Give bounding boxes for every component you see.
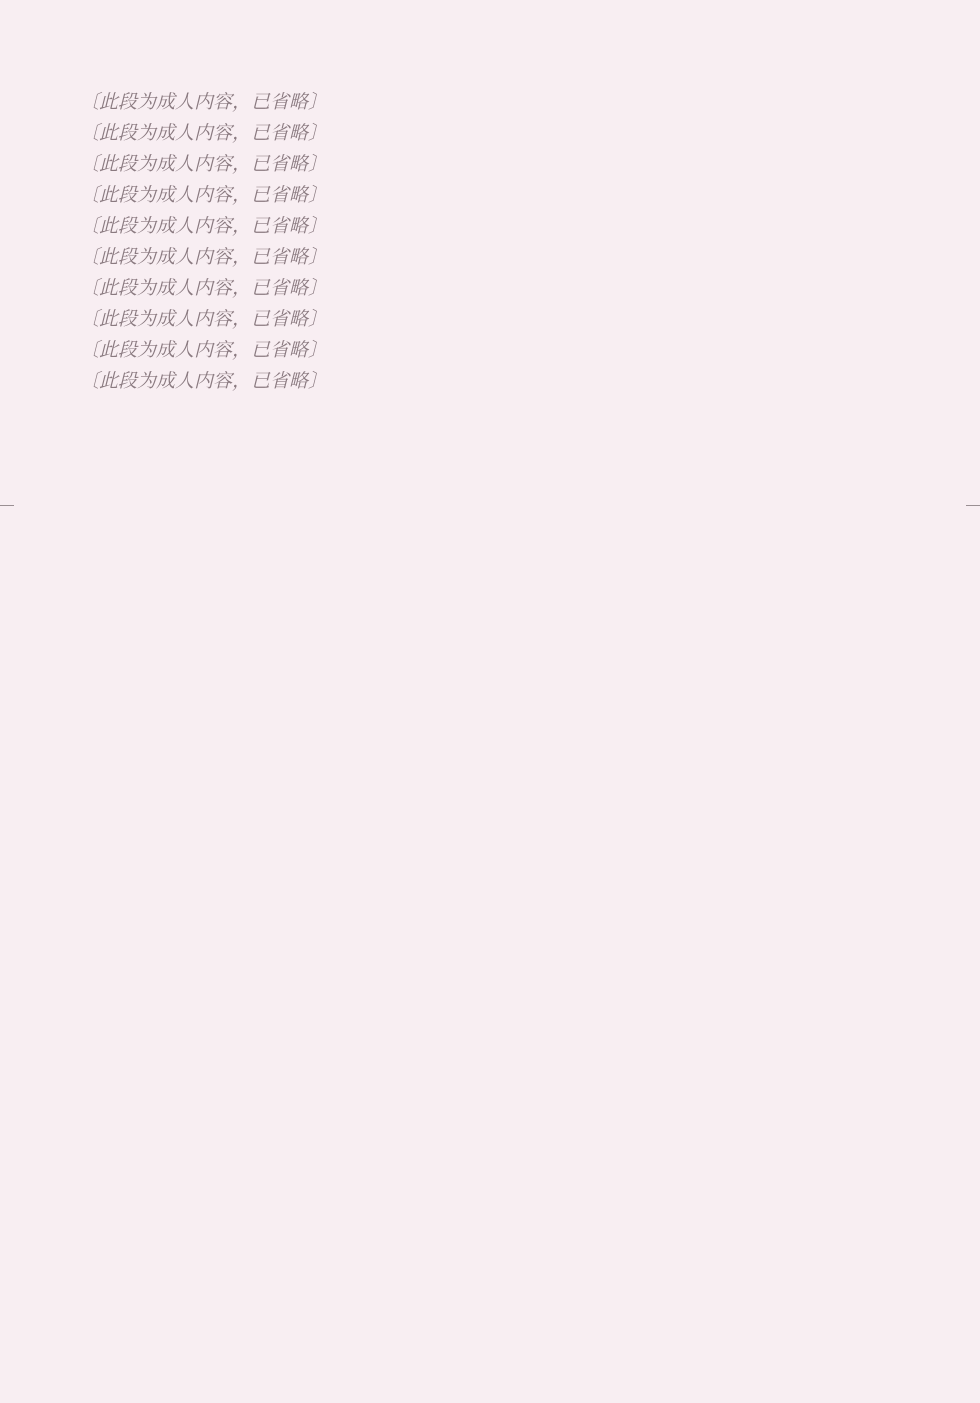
text-paragraph: 〔此段为成人内容，已省略〕 bbox=[80, 278, 328, 299]
page-edge-mark-right bbox=[966, 505, 980, 506]
text-paragraph: 〔此段为成人内容，已省略〕 bbox=[80, 216, 328, 237]
document-page bbox=[42, 88, 938, 398]
text-paragraph: 〔此段为成人内容，已省略〕 bbox=[80, 185, 328, 206]
text-paragraph: 〔此段为成人内容，已省略〕 bbox=[80, 247, 328, 268]
paragraph-container bbox=[42, 88, 938, 396]
page-edge-mark-left bbox=[0, 505, 14, 506]
text-paragraph: 〔此段为成人内容，已省略〕 bbox=[80, 309, 328, 330]
text-paragraph: 〔此段为成人内容，已省略〕 bbox=[80, 123, 328, 144]
text-paragraph: 〔此段为成人内容，已省略〕 bbox=[80, 154, 328, 175]
text-paragraph: 〔此段为成人内容，已省略〕 bbox=[80, 92, 328, 113]
text-paragraph: 〔此段为成人内容，已省略〕 bbox=[80, 371, 328, 392]
text-paragraph: 〔此段为成人内容，已省略〕 bbox=[80, 340, 328, 361]
